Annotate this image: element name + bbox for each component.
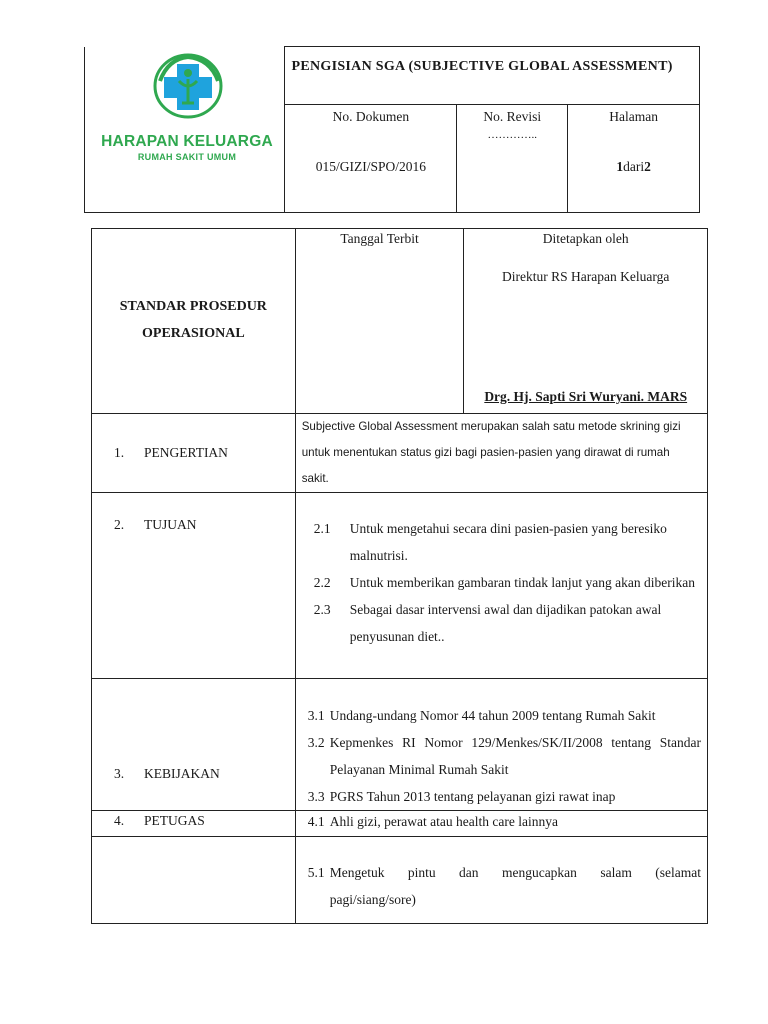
no-revisi-value: ………….. [487,129,537,142]
petugas-item-number: 4.1 [307,814,325,829]
petugas-number: 4. [114,813,125,828]
sop-title-line2: OPERASIONAL [142,326,245,341]
no-dokumen-cell [285,105,457,212]
tujuan-item-number: 2.2 [313,575,331,590]
halaman-current: 1 [616,159,624,175]
document-header [84,46,700,211]
kebijakan-item-text: Kepmenkes RI Nomor 129/Menkes/SK/II/2008 tentang Standar Pelayanan Minimal Rumah Sakit [329,735,701,777]
sop-body [91,228,708,921]
tanggal-terbit-label: Tanggal Terbit [340,231,419,246]
pengertian-text-cell [295,414,707,493]
no-revisi-cell [457,105,568,212]
tujuan-list-cell [295,493,707,679]
prosedur-item-text: Mengetuk pintu dan mengucapkan salam (selamat pagi/siang/sore) [329,865,701,907]
prosedur-list-cell [295,837,707,924]
tanggal-terbit-cell [295,229,464,414]
ditetapkan-cell [464,229,708,414]
kebijakan-label-cell [92,679,296,811]
logo-name: HARAPAN KELUARGA [101,132,273,150]
pengertian-label: PENGERTIAN [144,445,228,460]
signatory-name: Drg. Hj. Sapti Sri Wuryani. MARS [484,389,688,404]
list-item [308,859,701,913]
petugas-item-text: Ahli gizi, perawat atau health care lainnya [329,814,558,829]
tujuan-number: 2. [114,517,125,532]
sop-title-cell [92,229,296,414]
petugas-list-cell [295,811,707,837]
pengertian-text: Subjective Global Assessment merupakan salah satu metode skrining gizi untuk menentukan status gizi bagi pasien-pasien yang dirawat di rumah sakit. [301,420,681,485]
tujuan-label: TUJUAN [144,517,197,532]
halaman-total: 2 [644,159,651,175]
tujuan-item-text: Untuk mengetahui secara dini pasien-pasien yang beresiko malnutrisi. [349,521,667,563]
list-item [308,702,701,729]
petugas-label-cell [92,811,296,837]
direktur-title: Direktur RS Harapan Keluarga [502,269,670,284]
kebijakan-item-text: PGRS Tahun 2013 tentang pelayanan gizi rawat inap [329,789,616,804]
petugas-label: PETUGAS [144,813,205,828]
kebijakan-item-number: 3.3 [307,789,325,804]
pengertian-number: 1. [114,445,125,460]
kebijakan-item-number: 3.2 [307,735,325,750]
no-dokumen-value: 015/GIZI/SPO/2016 [315,159,427,175]
tujuan-item-number: 2.1 [313,521,331,536]
halaman-value [569,159,698,175]
kebijakan-list-cell [295,679,707,811]
prosedur-item-number: 5.1 [307,865,325,880]
prosedur-label-cell [92,837,296,924]
tujuan-label-cell [92,493,296,679]
kebijakan-item-text: Undang-undang Nomor 44 tahun 2009 tentang Rumah Sakit [329,708,656,723]
halaman-cell [568,105,700,212]
no-dokumen-label: No. Dokumen [332,109,410,125]
pengertian-label-cell [92,414,296,493]
document-title: PENGISIAN SGA (SUBJECTIVE GLOBAL ASSESSMENT) [291,59,673,74]
logo-cell [85,47,285,213]
list-item [314,569,701,596]
no-revisi-label: No. Revisi [483,109,542,125]
sop-title-line1: STANDAR PROSEDUR [119,299,267,314]
tujuan-item-number: 2.3 [313,602,331,617]
kebijakan-label: KEBIJAKAN [144,766,220,781]
tujuan-item-text: Sebagai dasar intervensi awal dan dijadikan patokan awal penyusunan diet.. [349,602,662,644]
list-item [308,783,701,810]
hospital-logo [86,48,283,211]
list-item [308,811,701,833]
list-item [314,515,701,569]
medical-cross-icon [148,51,228,121]
tujuan-item-text: Untuk memberikan gambaran tindak lanjut yang akan diberikan [349,575,695,590]
ditetapkan-label: Ditetapkan oleh [542,231,629,246]
halaman-separator: dari [623,159,645,175]
logo-subtitle: RUMAH SAKIT UMUM [137,151,237,162]
halaman-label: Halaman [609,109,658,125]
kebijakan-item-number: 3.1 [307,708,325,723]
document-title-cell [285,47,700,105]
kebijakan-number: 3. [114,766,125,781]
list-item [308,729,701,783]
list-item [314,596,701,650]
